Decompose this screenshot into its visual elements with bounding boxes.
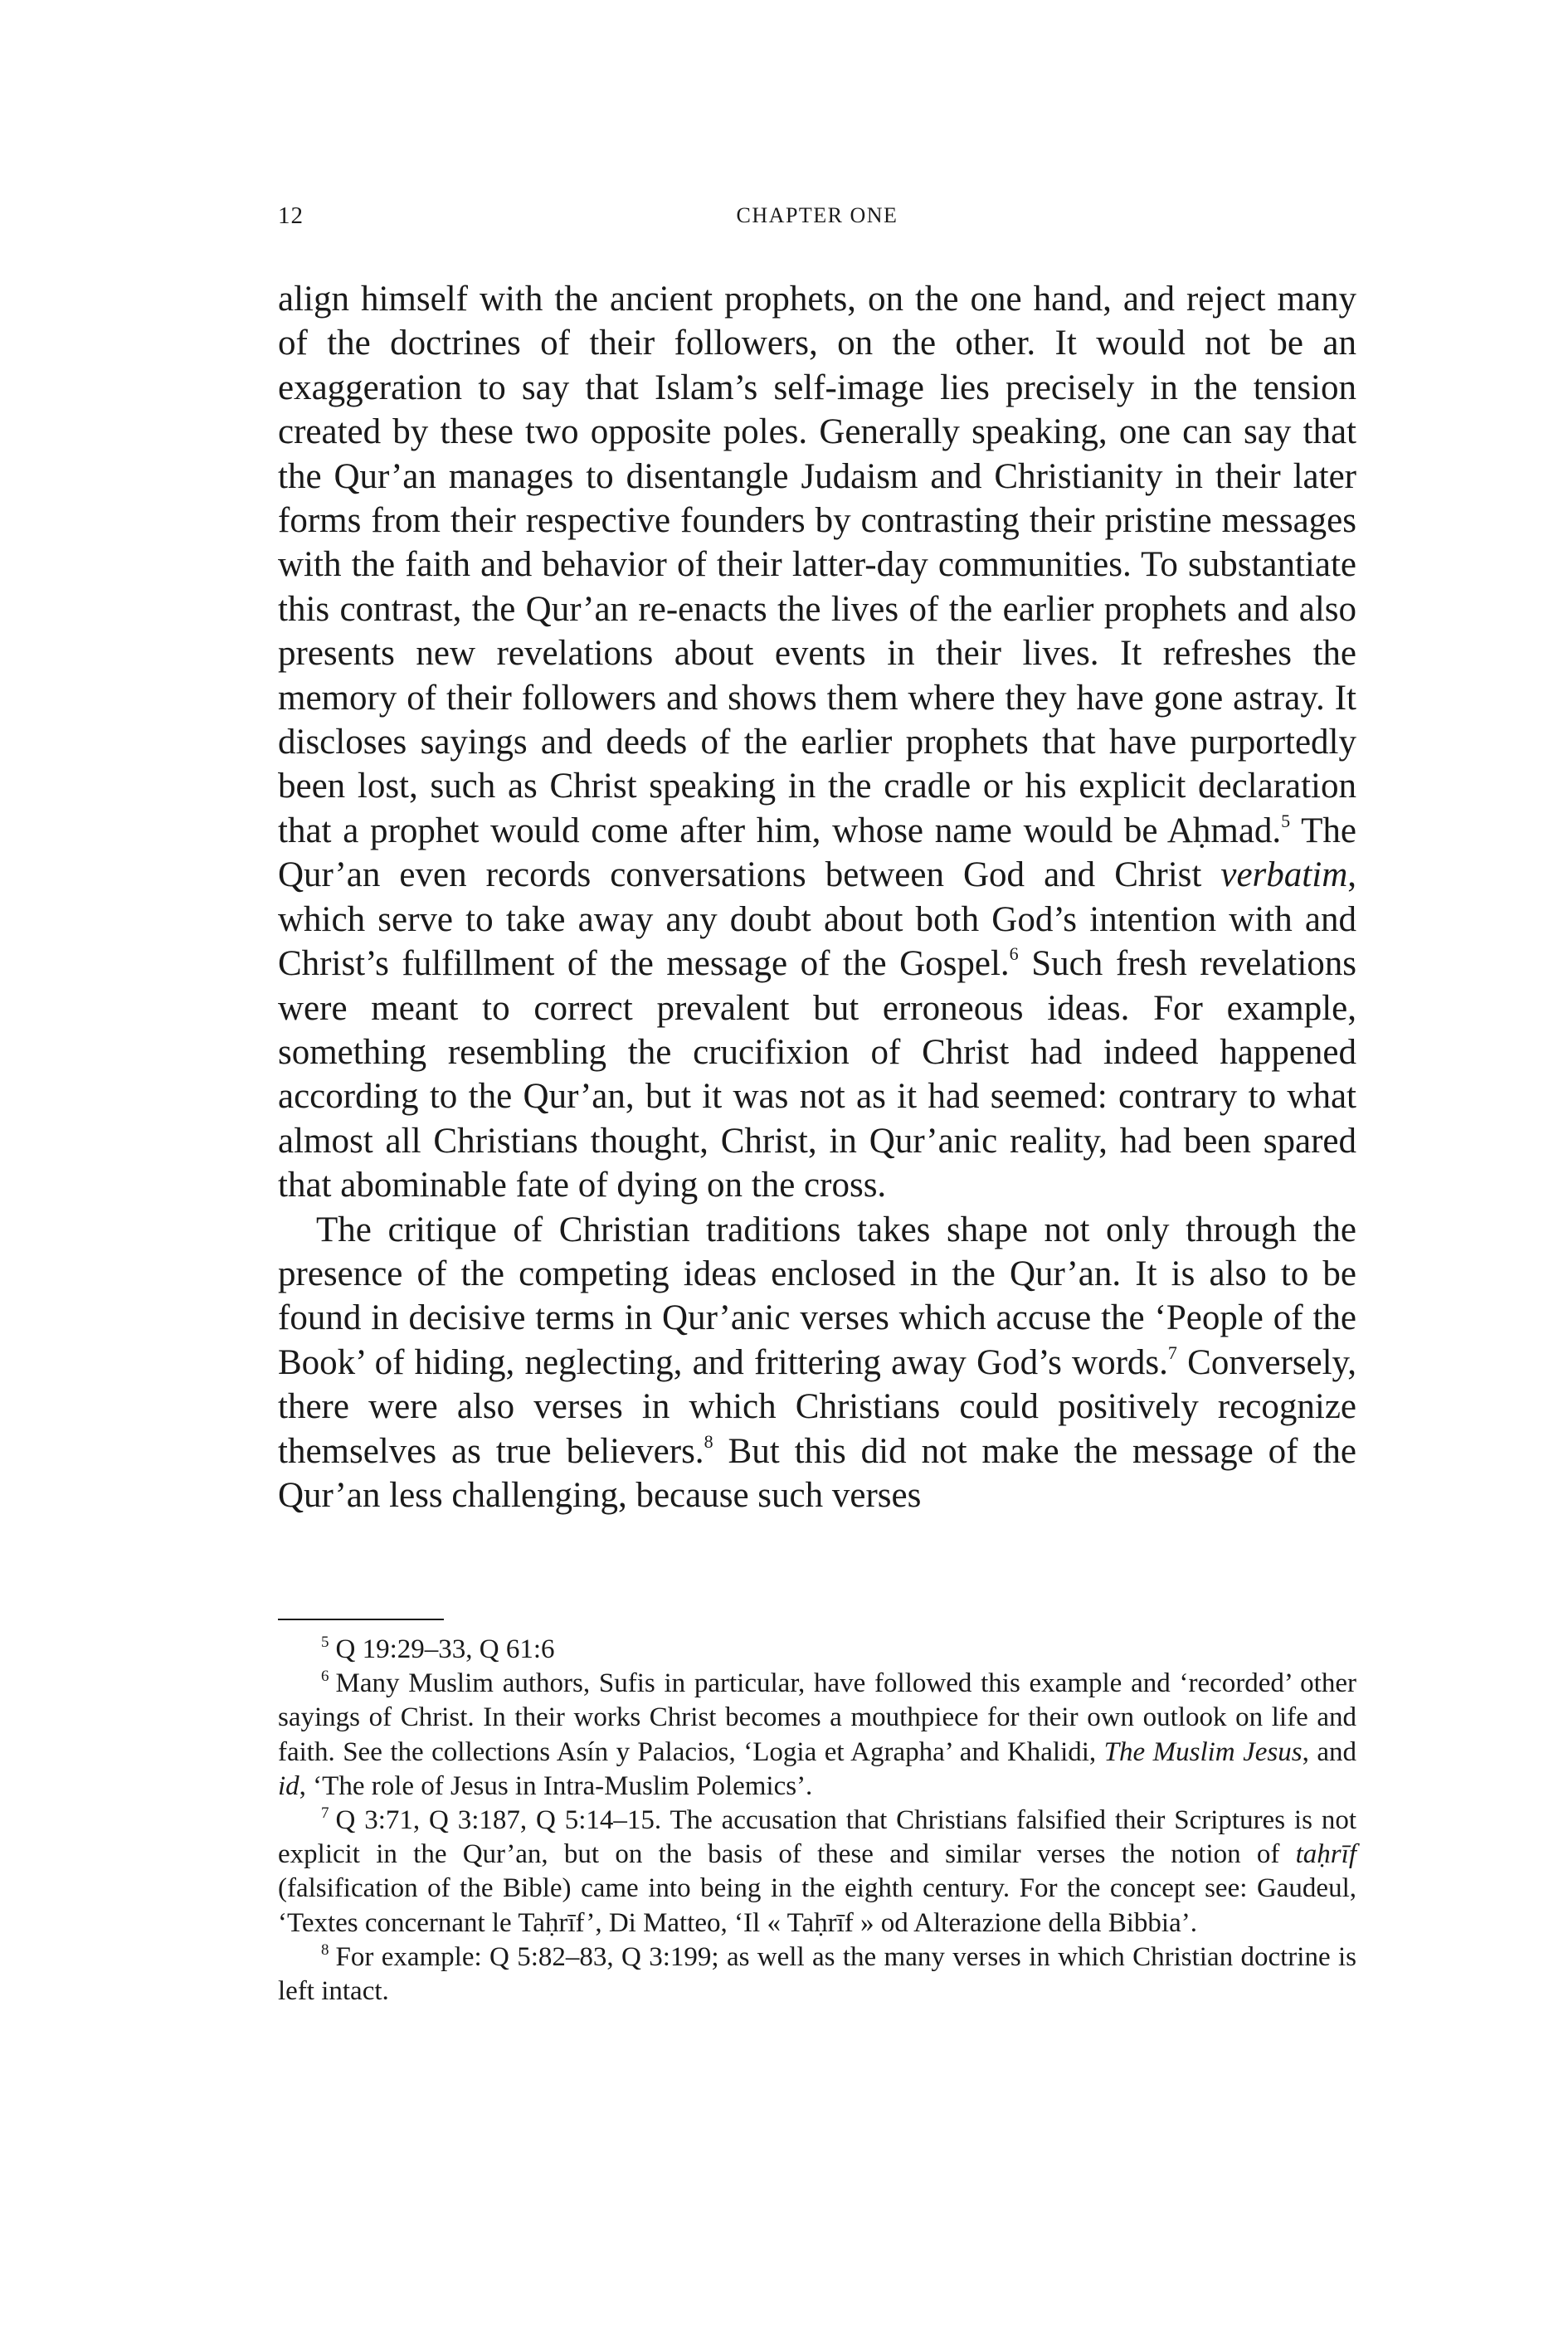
main-text bbox=[278, 277, 1356, 1517]
footnote-5-text: Q 19:29–33, Q 61:6 bbox=[335, 1634, 555, 1664]
footnote-8-text: For example: Q 5:82–83, Q 3:199; as well as the many verses in which Christian doctrine is left intact. bbox=[278, 1941, 1356, 2007]
footnote-6-id: id bbox=[278, 1770, 299, 1801]
paragraph-2 bbox=[278, 1208, 1356, 1518]
paragraph-1-text-d: Such fresh revelations were meant to correct prevalent but erroneous ideas. For example, something resembling the crucifixion of Christ had indeed happened according to the Qur’an, but it was not as it had seemed: contrary to what almost all Christians thought, Christ, in Qur’anic reality, had been spared that abominable fate of dying on the cross. bbox=[278, 944, 1357, 1205]
footnote-7-number: 7 bbox=[321, 1804, 329, 1823]
paragraph-1-text-b: The Qur’an even records conversations between God and Christ bbox=[278, 811, 1356, 895]
footnote-7-text-b: (falsification of the Bible) came into being in the eighth century. For the concept see: Gaudeul, ‘Textes concernant le Taḥrīf’, Di Matteo, ‘Il « Taḥrīf » od Alterazione della Bibbia’. bbox=[278, 1873, 1356, 1938]
paragraph-2-text-a: The critique of Christian traditions takes shape not only through the presence of the competing ideas enclosed in the Qur’an. It is also to be found in decisive terms in Qur’anic verses which accuse the ‘People of the Book’ of hiding, neglecting, and frittering away God’s words. bbox=[278, 1210, 1356, 1382]
footnote-7 bbox=[278, 1804, 1356, 1941]
paragraph-1 bbox=[278, 277, 1356, 1208]
footnote-7-tahrif: taḥrīf bbox=[1295, 1839, 1356, 1870]
running-head bbox=[278, 199, 1356, 232]
footnote-6-text-b: , and bbox=[1302, 1736, 1356, 1767]
footnote-divider bbox=[278, 1619, 444, 1620]
paragraph-1-text-c: , which serve to take away any doubt about both God’s intention with and Christ’s fulfillment of the message of the Gospel. bbox=[278, 855, 1356, 984]
paragraph-1-text-a: align himself with the ancient prophets, on the one hand, and reject many of the doctrines of their followers, on the other. It would not be an exaggeration to say that Islam’s self-image lies precisely in the tension created by these two opposite poles. Generally speaking, one can say that the Qur’an manages to disentangle Judaism and Christianity in their later forms from their respective founders by contrasting their pristine messages with the faith and behavior of their latter-day communities. To substantiate this contrast, the Qur’an re-enacts the lives of the earlier prophets and also presents new revelations about events in their lives. It refreshes the memory of their followers and shows them where they have gone astray. It discloses sayings and deeds of the earlier prophets that have purportedly been lost, such as Christ speaking in the cradle or his explicit declaration that a prophet would come after him, whose name would be Aḥmad. bbox=[278, 280, 1356, 850]
chapter-title: CHAPTER ONE bbox=[736, 203, 898, 227]
footnote-6-number: 6 bbox=[321, 1668, 329, 1686]
page-number: 12 bbox=[278, 202, 304, 229]
paragraph-2-text-b: Conversely, there were also verses in which Christians could positively recognize themselves as true believers. bbox=[278, 1342, 1356, 1471]
footnote-6-text-c: , ‘The role of Jesus in Intra-Muslim Polemics’. bbox=[299, 1770, 813, 1801]
footnote-ref-7: 7 bbox=[1167, 1342, 1177, 1363]
footnotes bbox=[278, 1633, 1356, 2009]
footnote-ref-5: 5 bbox=[1281, 810, 1291, 831]
verbatim-italic: verbatim bbox=[1220, 855, 1348, 895]
footnote-7-text-a: Q 3:71, Q 3:187, Q 5:14–15. The accusation that Christians falsified their Scriptures is not explicit in the Qur’an, but on the basis of these and similar verses the notion of bbox=[278, 1805, 1356, 1870]
footnote-8 bbox=[278, 1941, 1356, 2009]
footnote-5 bbox=[278, 1633, 1356, 1667]
footnote-8-number: 8 bbox=[321, 1941, 329, 1959]
footnote-6-text-a: Many Muslim authors, Sufis in particular, have followed this example and ‘recorded’ other sayings of Christ. In their works Christ becomes a mouthpiece for their own outlook on life and faith. See the collections Asín y Palacios, ‘Logia et Agrapha’ and Khalidi, bbox=[278, 1668, 1356, 1767]
footnote-ref-6: 6 bbox=[1009, 943, 1019, 965]
footnote-5-number: 5 bbox=[321, 1634, 329, 1651]
footnote-6 bbox=[278, 1667, 1356, 1804]
footnote-ref-8: 8 bbox=[704, 1430, 713, 1452]
footnote-6-book-title: The Muslim Jesus bbox=[1103, 1736, 1303, 1767]
paragraph-2-text-c: But this did not make the message of the Qur’an less challenging, because such verses bbox=[278, 1431, 1356, 1515]
